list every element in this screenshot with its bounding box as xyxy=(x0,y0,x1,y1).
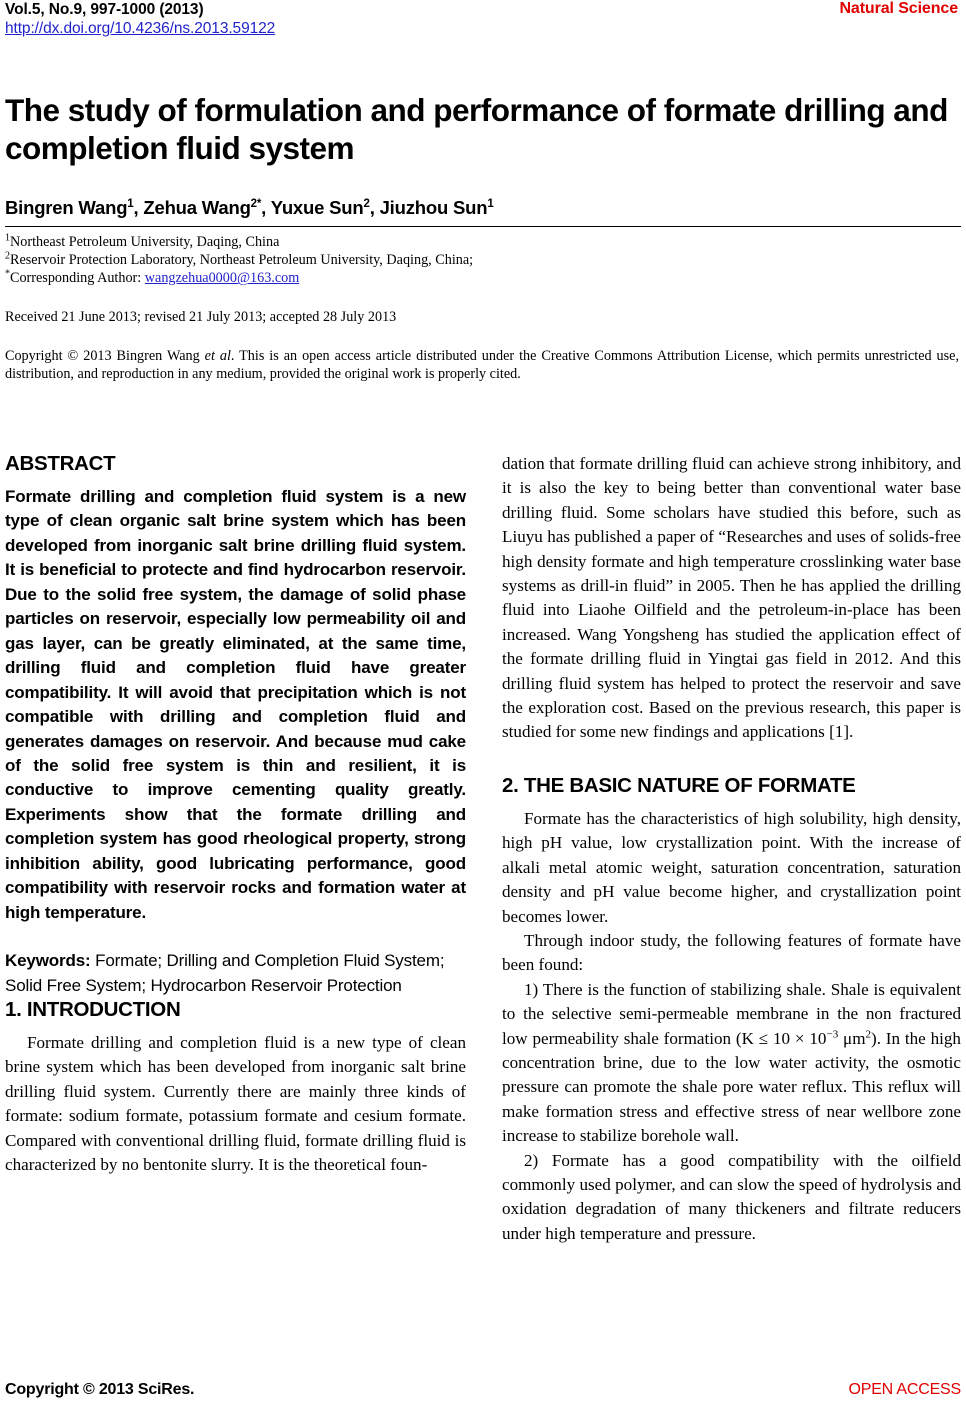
corresponding-author xyxy=(5,269,961,287)
section-heading-basic-nature: 2. THE BASIC NATURE OF FORMATE xyxy=(502,773,856,797)
copyright-suffix: . This is an open access article distributed under the Creative Commons Attribution License, which permits unrestricted use, distribution, and reproduction in any medium, provided the original work is properly cited. xyxy=(5,347,959,383)
introduction-paragraph-part-1: Formate drilling and completion fluid is a new type of clean brine system which has been developed from inorganic salt brine drilling fluid system. Currently there are mainly three kinds of formate: sodium formate, potassium formate and cesium formate. Compared with conventional drilling fluid, formate drilling fluid is characterized by no bentonite slurry. It is the theoretical foun- xyxy=(5,1033,466,1175)
item-1-exponent-2: 2 xyxy=(865,1027,871,1040)
item-1-text-a: 1) There is the function of stabilizing shale. Shale is equivalent to the selective semi-permeable membrane in the non fractured low permeability shale formation (K ≤ 10 × 10 xyxy=(502,979,961,1048)
copyright-prefix: Copyright © 2013 Bingren Wang xyxy=(5,347,205,364)
basic-nature-paragraph-1: Formate has the characteristics of high solubility, high density, high pH value, low crystallization point. With the increase of alkali metal atomic weight, saturation concentration, saturation density and pH value become higher, and crystallization point becomes lower. xyxy=(502,808,961,926)
affiliation-text: Reservoir Protection Laboratory, Northeast Petroleum University, Daqing, China; xyxy=(10,252,474,269)
footer-copyright: Copyright © 2013 SciRes. xyxy=(5,1381,195,1398)
copyright-notice xyxy=(5,347,961,384)
item-1-exponent-1: −3 xyxy=(826,1027,839,1040)
affiliation-item xyxy=(5,233,961,251)
section-heading-introduction: 1. INTRODUCTION xyxy=(5,998,181,1022)
et-al: et al xyxy=(204,347,231,364)
running-head xyxy=(5,0,961,46)
keywords-label: Keywords: xyxy=(5,951,91,971)
item-1-text-c: ). In the high concentration brine, due to the low water activity, the osmotic pressure can promote the shale pore water reflux. This reflux will make formation stress and effective stress of near wellbore zone increase to stabilize borehole wall. xyxy=(502,1028,961,1146)
author-list: Bingren Wang$^1$, Zehua Wang$^{2*}$, Yuxue Sun$^2$, Jiuzhou Sun$^1$ xyxy=(5,197,494,218)
affiliations xyxy=(5,233,961,288)
corresponding-email-link[interactable]: wangzehua0000@163.com xyxy=(144,270,300,287)
keywords xyxy=(5,949,466,998)
volume-citation: Vol.5, No.9, 997-1000 (2013) xyxy=(5,1,204,18)
body-columns xyxy=(5,452,961,1246)
doi-link[interactable]: http://dx.doi.org/10.4236/ns.2013.59122 xyxy=(5,20,276,37)
column-right xyxy=(502,452,961,1246)
submission-dates: Received 21 June 2013; revised 21 July 2013; accepted 28 July 2013 xyxy=(5,308,397,325)
journal-name: Natural Science xyxy=(839,0,958,17)
introduction-paragraph-part-2: dation that formate drilling fluid can achieve strong inhibitory, and it is also the key to being better than conventional water base drilling fluid. Some scholars have studied this before, such as Liuyu has published a paper of “Researches and uses of solids-free high density formate and high temperature crosslinking water base systems as drill-in fluid” in 2005. Then he has applied the drilling fluid into Liaohe Oilfield and the petroleum-in-place has been increased. Wang Yongsheng has studied the application effect of the formate drilling fluid in Yingtai gas field in 2012. And this drilling fluid system has helped to protect the reservoir and save the exploration cost. Based on the previous research, this paper is studied for some new findings and applications [1]. xyxy=(502,454,961,742)
affiliation-text: Northeast Petroleum University, Daqing, China xyxy=(10,234,280,250)
keywords-value: Formate; Drilling and Completion Fluid System; Solid Free System; Hydrocarbon Reservoir Protection xyxy=(5,951,445,995)
corresponding-marker: * xyxy=(5,268,10,280)
item-1-text-b: μm xyxy=(838,1028,866,1048)
abstract-heading: ABSTRACT xyxy=(5,452,116,475)
column-left xyxy=(5,452,466,1246)
page-title: The study of formulation and performance of formate drilling and completion fluid system xyxy=(5,92,948,166)
author-divider xyxy=(5,226,961,227)
basic-nature-item-1 xyxy=(502,978,961,1149)
basic-nature-item-2: 2) Formate has a good compatibility with the oilfield commonly used polymer, and can slow the speed of hydrolysis and oxidation degradation of many thickeners and filtrate reducers under high temperature and pressure. xyxy=(502,1150,961,1243)
basic-nature-paragraph-2: Through indoor study, the following features of formate have been found: xyxy=(502,930,961,975)
affiliation-marker: 2 xyxy=(5,250,10,262)
abstract-body: Formate drilling and completion fluid system is a new type of clean organic salt brine system which has been developed from inorganic salt brine drilling fluid system. It is beneficial to protecte and find hydrocarbon reservoir. Due to the solid free system, the damage of solid phase particles on reservoir, especially low permeability oil and gas layer, can be greatly eliminated, at the same time, drilling fluid and completion fluid have greater compatibility. It will avoid that precipitation which is not compatible with drilling and completion fluid and generates damages on reservoir. And because mud cake of the solid free system is thin and resilient, it is conductive to improve cementing quality greatly. Experiments show that the formate drilling and completion system has good rheological property, strong inhibition ability, good lubricating performance, good compatibility with reservoir rocks and formation water at high temperature. xyxy=(5,487,466,922)
page-footer xyxy=(5,1381,961,1403)
affiliation-marker: 1 xyxy=(5,232,10,244)
footer-open-access: OPEN ACCESS xyxy=(848,1381,961,1398)
corresponding-label: Corresponding Author: xyxy=(10,270,142,287)
affiliation-item xyxy=(5,251,961,269)
